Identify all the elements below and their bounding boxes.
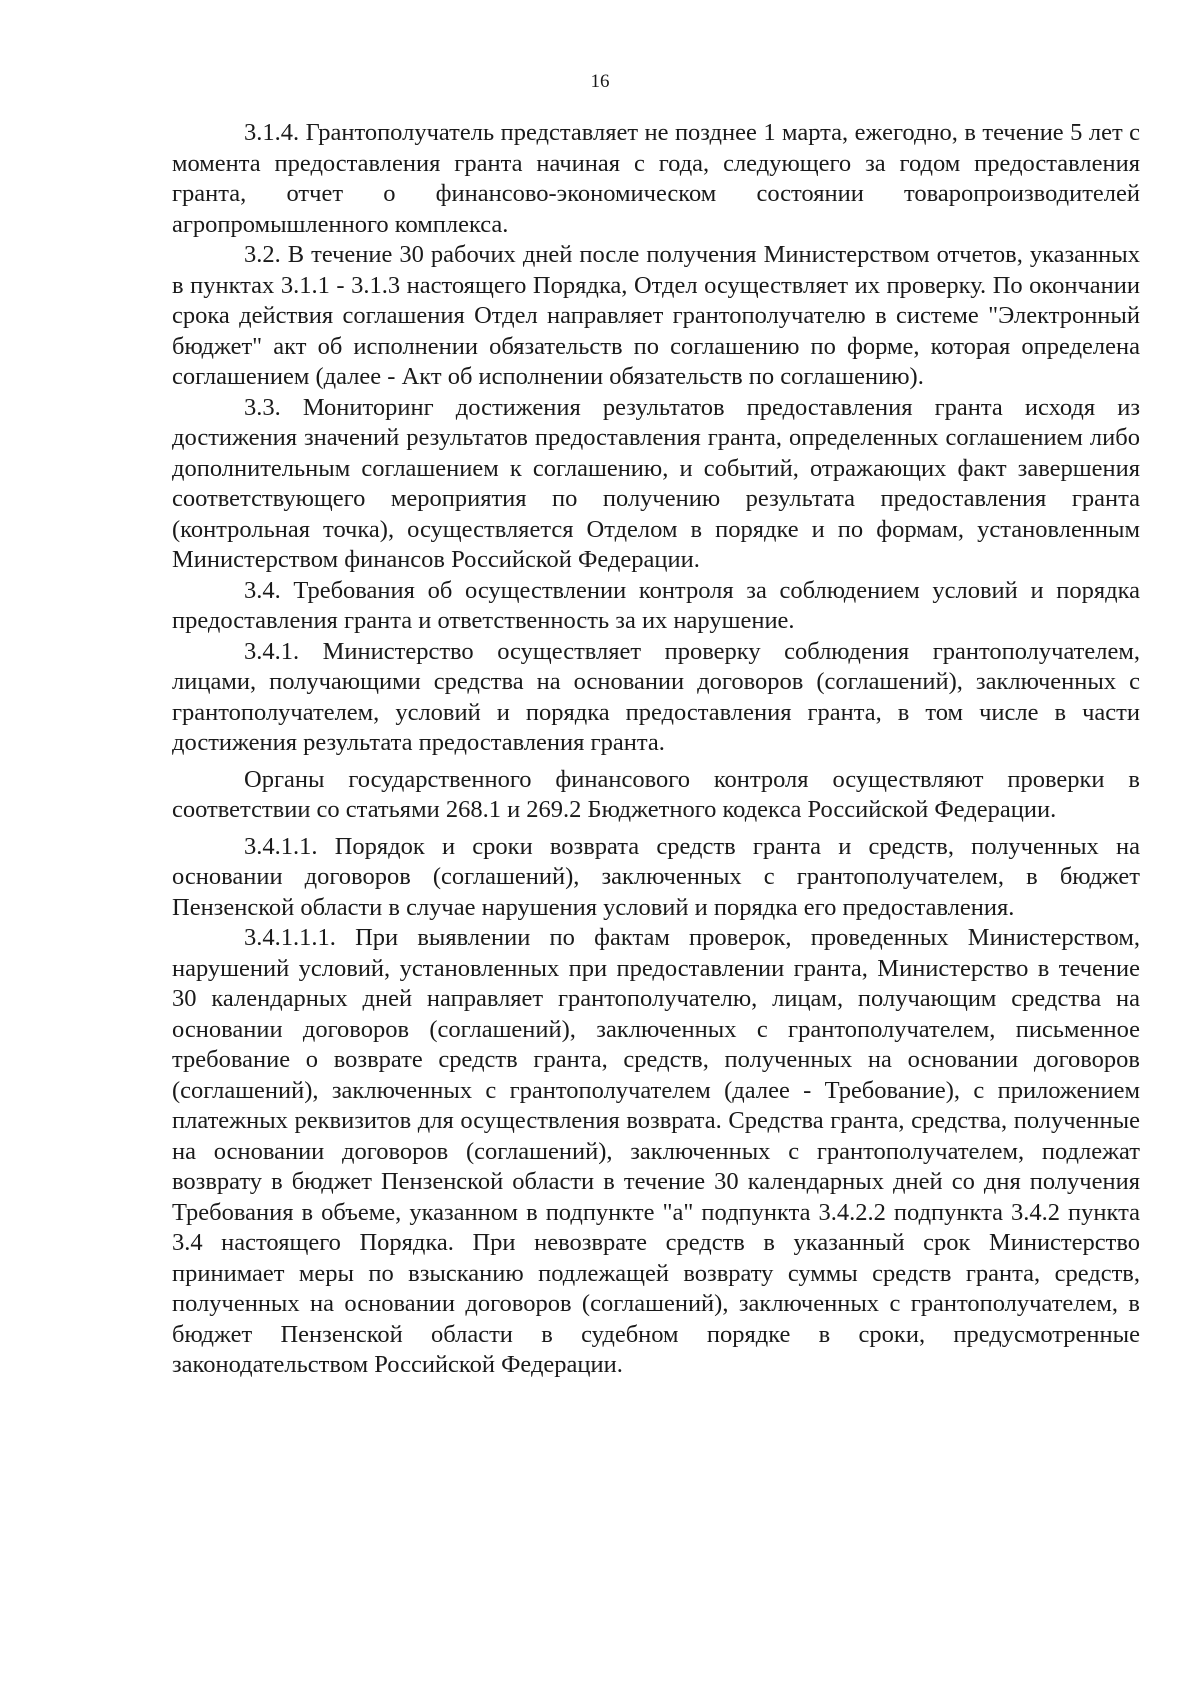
paragraph-3-4-1-1-1: 3.4.1.1.1. При выявлении по фактам проверок, проведенных Министерством, нарушений условий, установленных при предоставлении гранта, Министерство в течение 30 календарных дней направляет грантополучателю, лицам, получающим средства на основании договоров (соглашений), заключенных с грантополучателем, письменное требование о возврате средств гранта, средств, полученных на основании договоров (соглашений), заключенных с грантополучателем (далее - Требование), с приложением платежных реквизитов для осуществления возврата. Средства гранта, средства, полученные на основании договоров (соглашений), заключенных с грантополучателем, подлежат возврату в бюджет Пензенской области в течение 30 календарных дней со дня получения Требования в объеме, указанном в подпункте "а" подпункта 3.4.2.2 подпункта 3.4.2 пункта 3.4 настоящего Порядка. При невозврате средств в указанный срок Министерство принимает меры по взысканию подлежащей возврату суммы средств гранта, средств, полученных на основании договоров (соглашений), заключенных с грантополучателем, в бюджет Пензенской области в судебном порядке в сроки, предусмотренные законодательством Российской Федерации. xyxy=(172,924,1140,1378)
document-body xyxy=(172,118,1140,1381)
paragraph-financial-control: Органы государственного финансового контроля осуществляют проверки в соответствии со статьями 268.1 и 269.2 Бюджетного кодекса Российской Федерации. xyxy=(172,765,1140,823)
paragraph-3-3: 3.3. Мониторинг достижения результатов предоставления гранта исходя из достижения значений результатов предоставления гранта, определенных соглашением либо дополнительным соглашением к соглашению, и событий, отражающих факт завершения соответствующего мероприятия по получению результата предоставления гранта (контрольная точка), осуществляется Отделом в порядке и по формам, установленным Министерством финансов Российской Федерации. xyxy=(172,393,1140,573)
page-number: 16 xyxy=(590,71,610,92)
paragraph-3-2: 3.2. В течение 30 рабочих дней после получения Министерством отчетов, указанных в пунктах 3.1.1 - 3.1.3 настоящего Порядка, Отдел осуществляет их проверку. По окончании срока действия соглашения Отдел направляет грантополучателю в системе "Электронный бюджет" акт об исполнении обязательств по соглашению по форме, которая определена соглашением (далее - Акт об исполнении обязательств по соглашению). xyxy=(172,241,1140,390)
paragraph-3-4-1: 3.4.1. Министерство осуществляет проверку соблюдения грантополучателем, лицами, получающими средства на основании договоров (соглашений), заключенных с грантополучателем, условий и порядка предоставления гранта, в том числе в части достижения результата предоставления гранта. xyxy=(172,637,1140,756)
paragraph-3-4-1-1: 3.4.1.1. Порядок и сроки возврата средств гранта и средств, полученных на основании договоров (соглашений), заключенных с грантополучателем, в бюджет Пензенской области в случае нарушения условий и порядка его предоставления. xyxy=(172,832,1140,921)
paragraph-3-1-4: 3.1.4. Грантополучатель представляет не позднее 1 марта, ежегодно, в течение 5 лет с момента предоставления гранта начиная с года, следующего за годом предоставления гранта, отчет о финансово-экономическом состоянии товаропроизводителей агропромышленного комплекса. xyxy=(172,119,1140,238)
paragraph-3-4: 3.4. Требования об осуществлении контроля за соблюдением условий и порядка предоставления гранта и ответственность за их нарушение. xyxy=(172,576,1140,634)
